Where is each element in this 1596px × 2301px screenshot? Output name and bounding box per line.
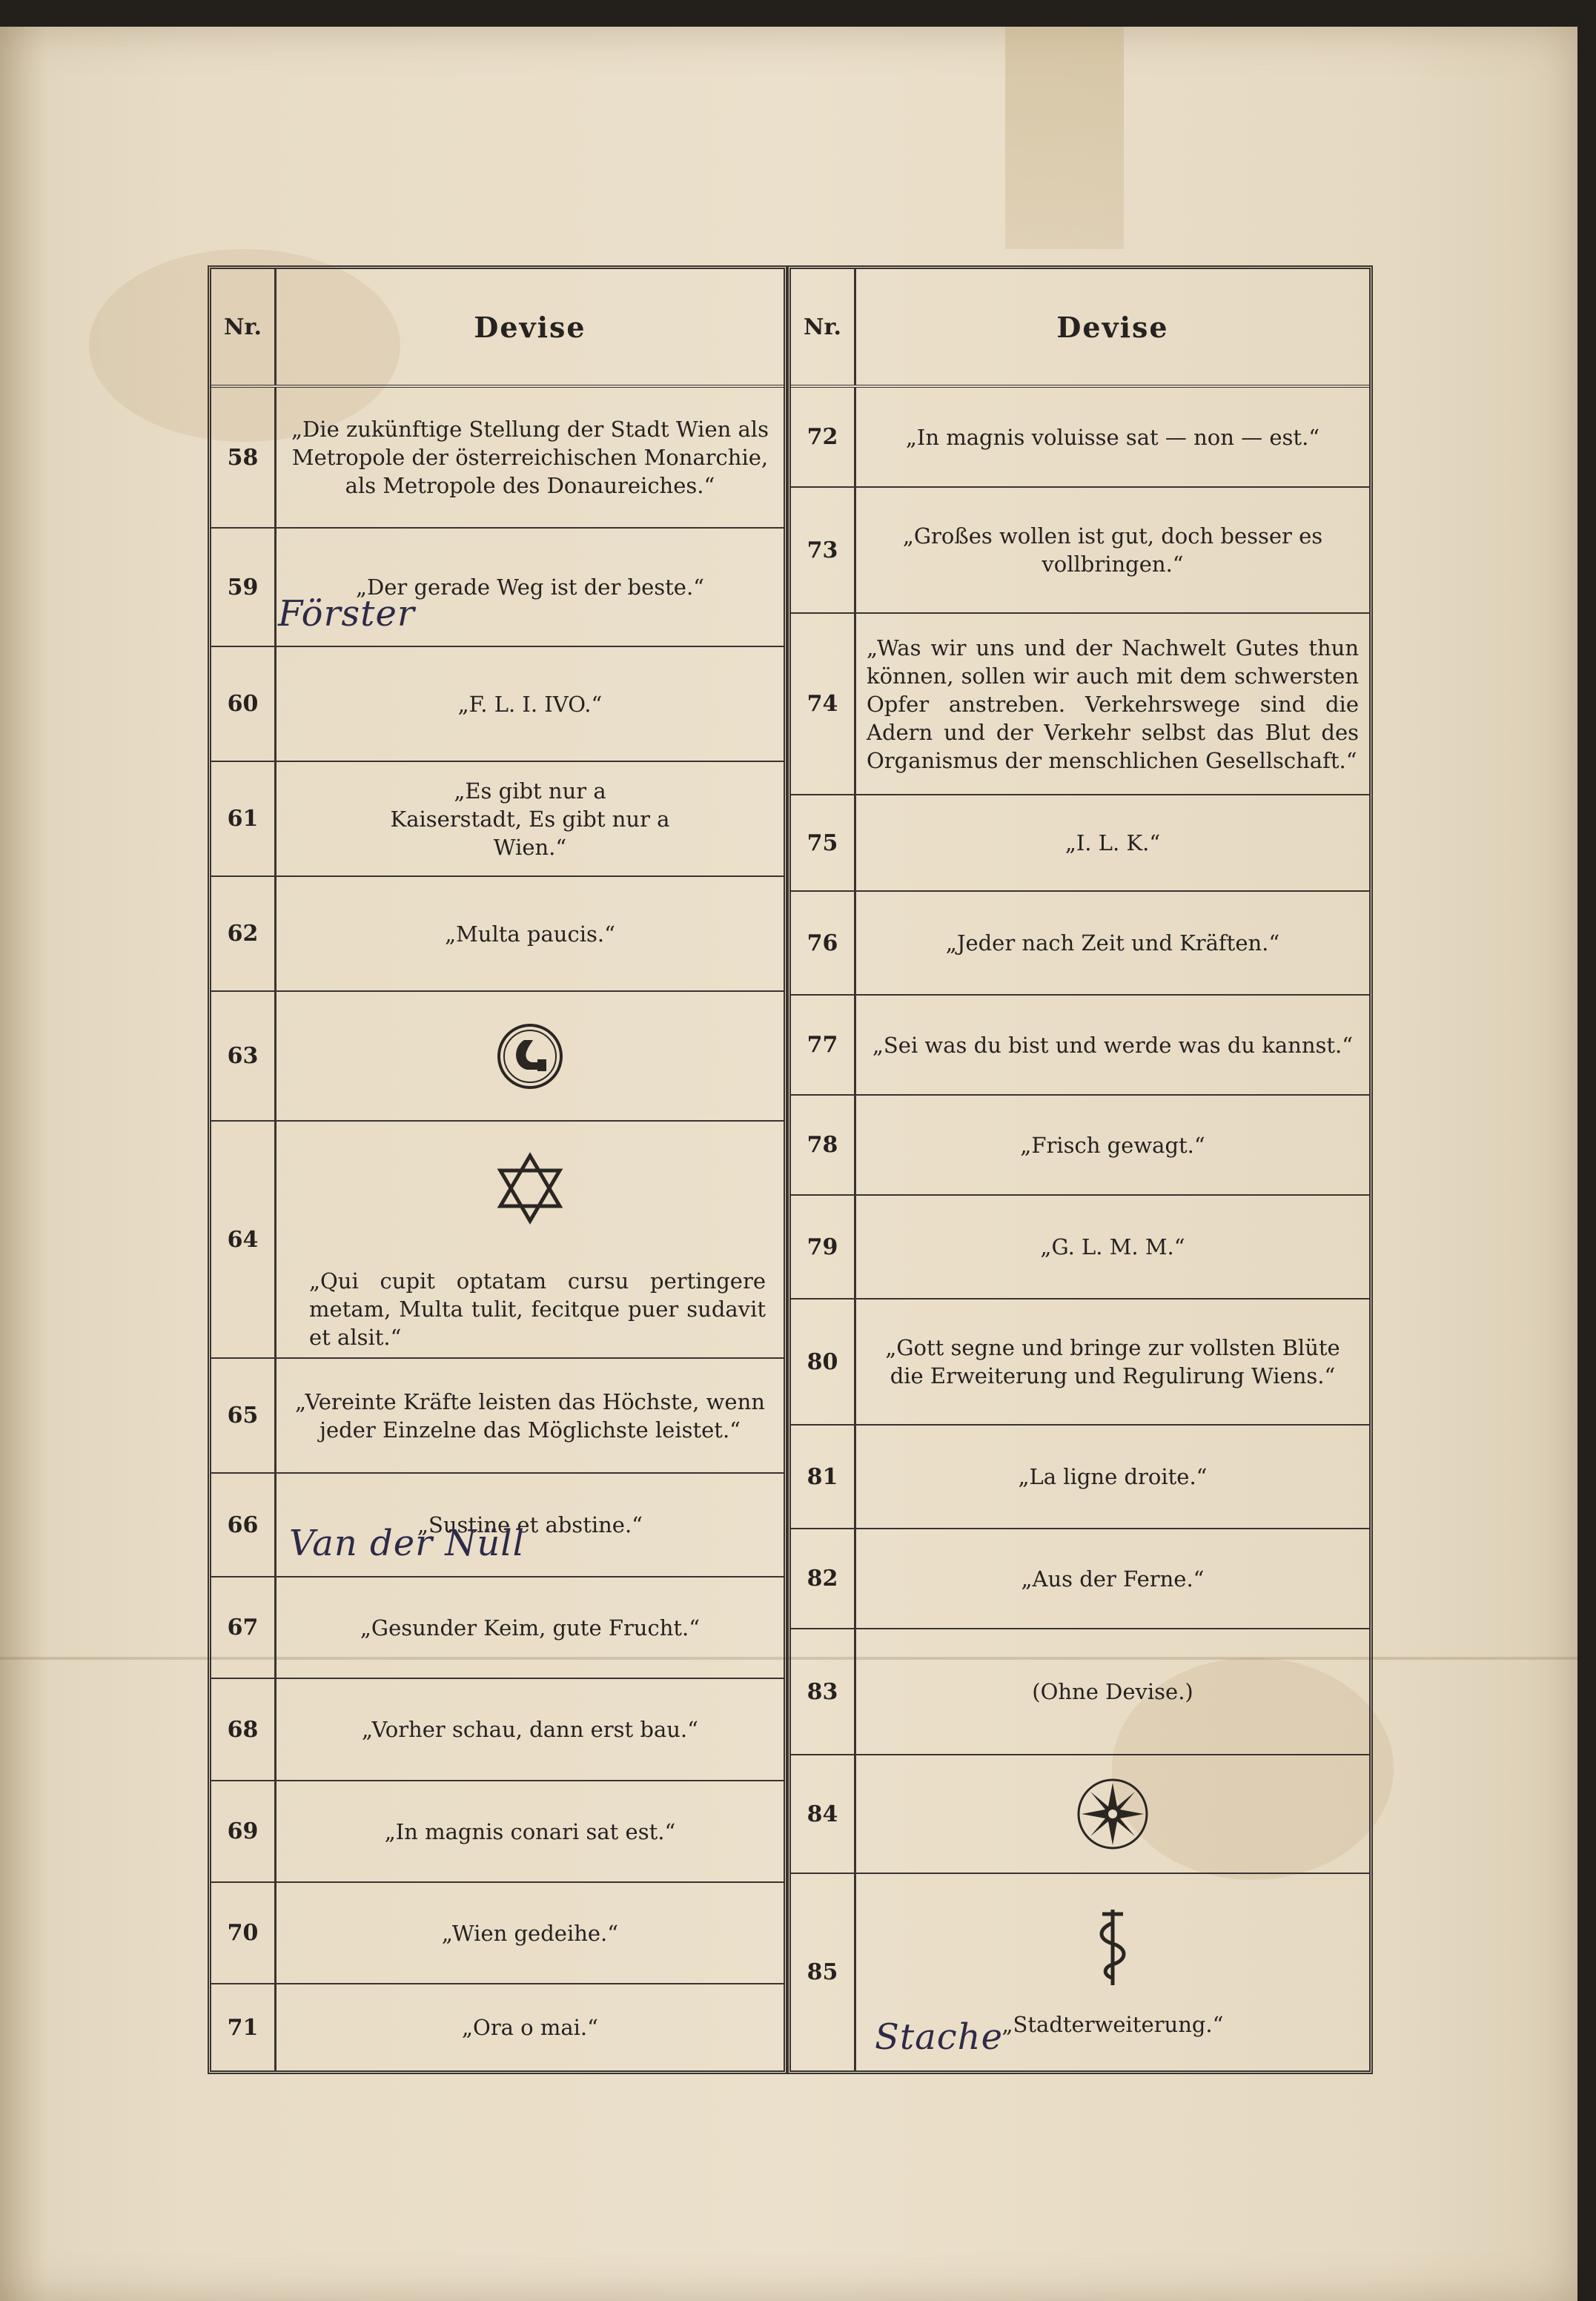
motto-text: „In magnis voluisse sat — non — est.“ (905, 424, 1320, 450)
table-row (211, 1883, 784, 1984)
motto-text: „Frisch gewagt.“ (1020, 1132, 1205, 1158)
table-row (211, 992, 784, 1122)
handwritten-signature: Förster (278, 593, 415, 635)
motto-cell (856, 1755, 1369, 1873)
table-row (211, 877, 784, 992)
motto-text: „Wien gedeihe.“ (441, 1920, 619, 1946)
row-number: 60 (211, 647, 277, 761)
motto-text: (Ohne Devise.) (1032, 1679, 1193, 1704)
motto-text: „Vorher schau, dann erst bau.“ (362, 1717, 698, 1742)
header-nr: Nr. (791, 269, 856, 385)
table-row (791, 488, 1369, 614)
row-number: 59 (211, 529, 277, 646)
table-row (211, 762, 784, 877)
motto-text: „Aus der Ferne.“ (1021, 1566, 1205, 1592)
motto-text: „I. L. K.“ (1064, 830, 1161, 855)
table-row (791, 1529, 1369, 1629)
table-row (791, 795, 1369, 892)
header-nr: Nr. (211, 269, 277, 385)
row-number: 70 (211, 1883, 277, 1983)
motto-text: „Gott segne und bringe zur vollsten Blüte die Erweiterung und Regulirung Wiens.“ (885, 1335, 1340, 1388)
row-number: 67 (211, 1577, 277, 1678)
motto-text: „Multa paucis.“ (445, 921, 615, 947)
row-number: 76 (791, 892, 856, 994)
table-row (791, 1755, 1369, 1874)
motto-text: „Sei was du bist und werde was du kannst.“ (872, 1032, 1354, 1058)
motto-text: „Es gibt nur a Kaiserstadt, Es gibt nur a Wien.“ (390, 778, 670, 860)
row-number: 83 (791, 1629, 856, 1754)
row-number: 61 (211, 762, 277, 875)
motto-text: „Großes wollen ist gut, doch besser es vollbringen.“ (902, 523, 1323, 577)
table-row (791, 996, 1369, 1096)
caduceus-icon (1090, 1907, 1135, 1988)
motto-text: „Der gerade Weg ist der beste.“ (355, 575, 705, 600)
motto-cell (277, 992, 784, 1120)
motto-text: „Was wir uns und der Nachwelt Gutes thun können, sollen wir auch mit dem schwersten Opfer anstreben. Verkehrswege sind die Adern und der Verkehr selbst das Blut des Organismus der menschlichen Gesellschaft.“ (867, 635, 1359, 773)
row-number: 64 (211, 1122, 277, 1357)
header-devise: Devise (1056, 310, 1169, 344)
left-table (208, 265, 787, 2074)
row-number: 74 (791, 614, 856, 794)
row-number: 80 (791, 1300, 856, 1424)
row-number: 72 (791, 388, 856, 486)
row-number: 81 (791, 1426, 856, 1528)
table-header (791, 269, 1369, 388)
table-row (211, 1577, 784, 1679)
row-number: 79 (791, 1196, 856, 1298)
table-row (791, 1426, 1369, 1529)
motto-text: „F. L. I. IVO.“ (457, 691, 603, 717)
row-number: 84 (791, 1755, 856, 1873)
row-number: 71 (211, 1984, 277, 2070)
table-row (791, 1300, 1369, 1426)
eight-pointed-star-icon (1076, 1777, 1150, 1851)
row-number: 68 (211, 1679, 277, 1780)
table-row (791, 388, 1369, 488)
row-number: 85 (791, 1874, 856, 2070)
motto-text: „G. L. M. M.“ (1040, 1234, 1185, 1259)
row-number: 82 (791, 1529, 856, 1628)
handwritten-signature: Van der Nüll (289, 1523, 525, 1564)
table-row (791, 1196, 1369, 1300)
motto-text: „Jeder nach Zeit und Kräften.“ (945, 930, 1280, 956)
row-number: 75 (791, 795, 856, 890)
header-devise: Devise (474, 310, 586, 344)
table-row (211, 1359, 784, 1474)
table-row (791, 1096, 1369, 1196)
table-header (211, 269, 784, 388)
star-of-david-icon (494, 1151, 566, 1225)
motto-text: „Die zukünftige Stellung der Stadt Wien als Metropole der österreichischen Monarchie, als Metropole des Donaureiches.“ (291, 417, 769, 498)
table-row (211, 1984, 784, 2070)
row-number: 78 (791, 1096, 856, 1194)
motto-text: „Sustine et abstine.“ (417, 1512, 643, 1537)
row-number: 62 (211, 877, 277, 990)
row-number: 58 (211, 388, 277, 527)
table-row (211, 1122, 784, 1359)
table-row (791, 1629, 1369, 1755)
motto-text: „Stadterweiterung.“ (1001, 2011, 1224, 2037)
row-number: 69 (211, 1781, 277, 1881)
motto-text: „Qui cupit optatam cursu pertingere metam, Multa tulit, fecitque puer sudavit et alsit.“ (309, 1268, 766, 1350)
table-row (211, 647, 784, 762)
motto-text: „Ora o mai.“ (462, 2015, 598, 2040)
row-number: 63 (211, 992, 277, 1120)
table-row (211, 388, 784, 529)
tape-strip (1005, 27, 1124, 249)
row-number: 73 (791, 488, 856, 612)
row-number: 66 (211, 1474, 277, 1576)
row-number: 77 (791, 996, 856, 1094)
table-row (211, 1781, 784, 1883)
row-number: 65 (211, 1359, 277, 1472)
motto-cell (277, 1122, 784, 1357)
table-row (211, 1679, 784, 1781)
handwritten-signature: Stache (875, 2016, 1003, 2058)
motto-text: „Gesunder Keim, gute Frucht.“ (360, 1615, 701, 1641)
table-row (791, 892, 1369, 996)
table-row (791, 614, 1369, 795)
motto-text: „Vereinte Kräfte leisten das Höchste, wenn jeder Einzelne das Möglichste leistet.“ (295, 1388, 765, 1443)
motto-text: „In magnis conari sat est.“ (384, 1818, 676, 1844)
motto-text: „La ligne droite.“ (1018, 1464, 1208, 1489)
circular-emblem-icon (494, 1021, 566, 1092)
right-table (787, 265, 1373, 2074)
